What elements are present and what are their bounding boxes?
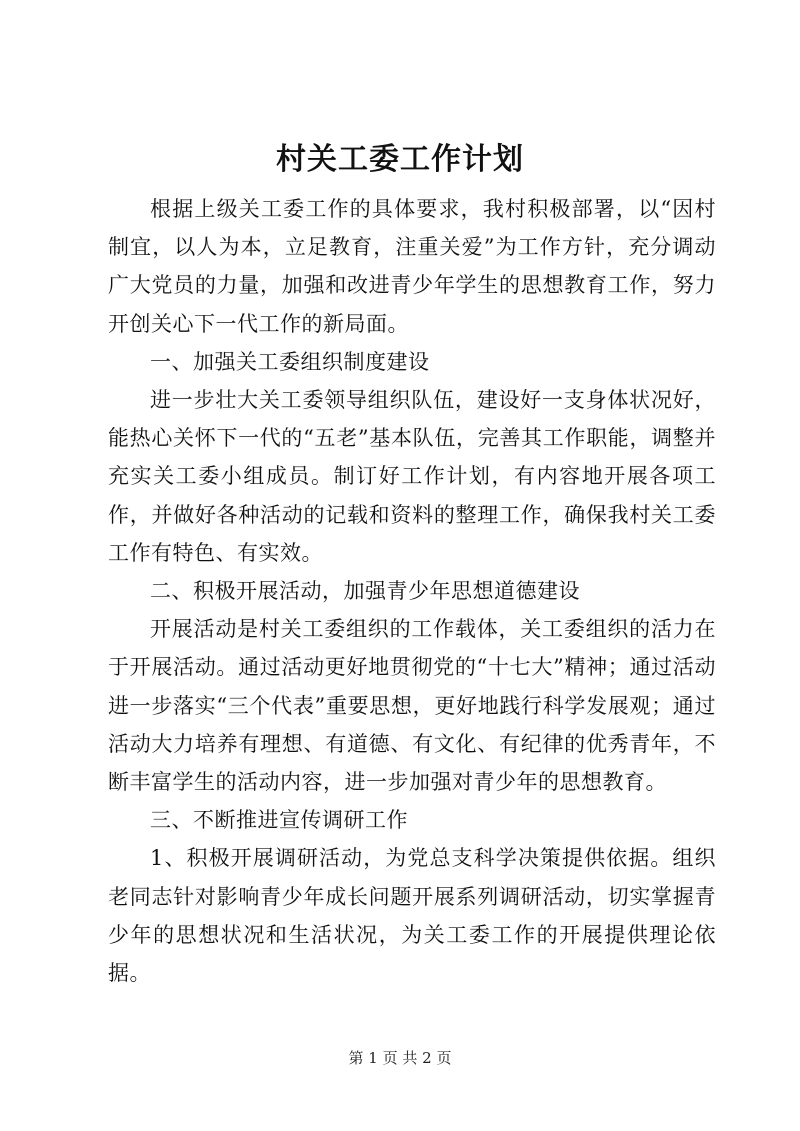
section-3-paragraph: 1、积极开展调研活动，为党总支科学决策提供依据。组织老同志针对影响青少年成长问题开展系列调研活动，切实掌握青少年的思想状况和生活状况，为关工委工作的开展提供理论依据。 bbox=[108, 846, 716, 986]
section-heading-1: 一、加强关工委组织制度建设 bbox=[150, 349, 430, 374]
section-1-paragraph: 进一步壮大关工委领导组织队伍，建设好一支身体状况好，能热心关怀下一代的“五老”基本队伍，完善其工作职能，调整并充实关工委小组成员。制订好工作计划，有内容地开展各项工作，并做好各种活动的记载和资料的整理工作，确保我村关工委工作有特色、有实效。 bbox=[108, 388, 716, 565]
section-2-paragraph: 开展活动是村关工委组织的工作载体，关工委组织的活力在于开展活动。通过活动更好地贯彻党的“十七大”精神；通过活动进一步落实“三个代表”重要思想，更好地践行科学发展观；通过活动大力培养有理想、有道德、有文化、有纪律的优秀青年，不断丰富学生的活动内容，进一步加强对青少年的思想教育。 bbox=[108, 617, 716, 795]
intro-paragraph: 根据上级关工委工作的具体要求，我村积极部署，以“因村制宜，以人为本，立足教育，注重关爱”为工作方针，充分调动广大党员的力量，加强和改进青少年学生的思想教育工作，努力开创关心下一代工作的新局面。 bbox=[108, 197, 716, 336]
page-footer: 第 1 页 共 2 页 bbox=[348, 1049, 452, 1067]
section-heading-3: 三、不断推进宣传调研工作 bbox=[150, 808, 408, 833]
section-heading-2: 二、积极开展活动，加强青少年思想道德建设 bbox=[150, 579, 580, 604]
document-title: 村关工委工作计划 bbox=[276, 142, 524, 177]
document-body bbox=[108, 190, 716, 992]
